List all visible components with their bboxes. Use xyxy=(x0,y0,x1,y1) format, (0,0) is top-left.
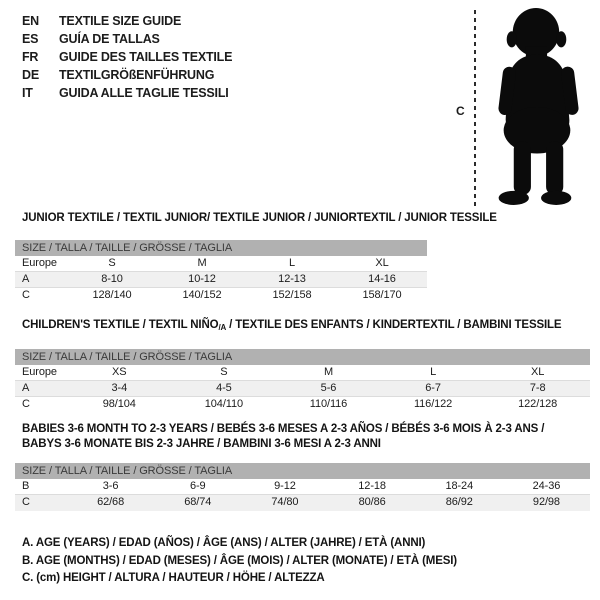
table-row-age-months xyxy=(15,479,590,495)
size-table-header: SIZE / TALLA / TAILLE / GRÖSSE / TAGLIA xyxy=(15,240,427,256)
babies-size-table xyxy=(15,463,590,511)
section-childrens-textile xyxy=(0,318,600,413)
table-cell: 24-36 xyxy=(532,480,561,492)
table-cell: 8-10 xyxy=(101,273,123,285)
table-cell: 140/152 xyxy=(182,289,222,301)
children-size-table xyxy=(15,349,590,413)
language-row-en xyxy=(22,12,232,30)
language-label: GUIDE DES TAILLES TEXTILE xyxy=(59,50,233,64)
table-row-height xyxy=(15,495,590,511)
language-code: FR xyxy=(22,50,39,64)
row-label: C xyxy=(22,289,30,301)
size-table-header: SIZE / TALLA / TAILLE / GRÖSSE / TAGLIA xyxy=(15,463,590,479)
language-label: GUÍA DE TALLAS xyxy=(59,32,160,46)
table-cell: 104/110 xyxy=(204,398,244,410)
language-code: ES xyxy=(22,32,39,46)
section-title xyxy=(22,318,600,335)
height-measure-dashed-line xyxy=(474,10,476,206)
table-cell: 86/92 xyxy=(445,496,473,508)
junior-size-table xyxy=(15,240,427,304)
table-cell: 7-8 xyxy=(529,382,546,394)
table-row-height xyxy=(15,288,427,304)
baby-silhouette-image xyxy=(482,6,594,208)
measure-legend xyxy=(22,535,457,588)
table-cell: 128/140 xyxy=(92,289,132,301)
table-cell: L xyxy=(430,366,437,378)
table-cell: 98/104 xyxy=(102,398,136,410)
table-row-europe xyxy=(15,365,590,381)
table-cell: 110/116 xyxy=(309,398,348,410)
section-title-line2: BABYS 3-6 MONATE BIS 2-3 JAHRE / BAMBINI 3-6 MESI A 2-3 ANNI xyxy=(22,438,381,450)
language-row-it xyxy=(22,84,232,102)
table-cell: 3-4 xyxy=(111,382,128,394)
language-row-fr xyxy=(22,48,232,66)
height-measure-figure xyxy=(450,0,600,215)
title-text: CHILDREN'S TEXTILE / TEXTIL NIÑO xyxy=(22,319,219,331)
table-cell: 9-12 xyxy=(274,480,296,492)
table-cell: S xyxy=(220,366,228,378)
row-label: Europe xyxy=(22,257,57,269)
section-babies-textile xyxy=(0,422,600,511)
table-cell: 158/170 xyxy=(362,289,402,301)
table-row-europe xyxy=(15,256,427,272)
language-label: TEXTILE SIZE GUIDE xyxy=(59,14,182,28)
table-cell: 122/128 xyxy=(518,398,558,410)
legend-line-b: B. AGE (MONTHS) / EDAD (MESES) / ÂGE (MOIS) / ALTER (MONATE) / ETÀ (MESI) xyxy=(22,554,457,567)
table-cell: S xyxy=(108,257,116,269)
table-cell: 68/74 xyxy=(184,496,212,508)
language-row-de xyxy=(22,66,232,84)
size-table-header: SIZE / TALLA / TAILLE / GRÖSSE / TAGLIA xyxy=(15,349,590,365)
section-junior-textile xyxy=(0,211,600,304)
table-cell: 5-6 xyxy=(320,382,337,394)
title-subscript: /A xyxy=(218,323,227,332)
table-cell: L xyxy=(288,257,296,269)
language-list xyxy=(22,12,232,102)
table-cell: 4-5 xyxy=(216,382,232,394)
table-cell: 14-16 xyxy=(368,273,396,285)
section-title: JUNIOR TEXTILE / TEXTIL JUNIOR/ TEXTILE JUNIOR / JUNIORTEXTIL / JUNIOR TESSILE xyxy=(22,212,497,224)
table-cell: 62/68 xyxy=(97,496,125,508)
language-code: EN xyxy=(22,14,39,28)
table-cell: 3-6 xyxy=(102,480,119,492)
section-title-line1: BABIES 3-6 MONTH TO 2-3 YEARS / BEBÉS 3-6 MESES A 2-3 AÑOS / BÉBÉS 3-6 MOIS À 2-3 ANS / xyxy=(22,423,545,435)
title-text: / TEXTILE DES ENFANTS / KINDERTEXTIL / BAMBINI TESSILE xyxy=(226,319,562,331)
row-label: C xyxy=(22,398,30,410)
row-label: B xyxy=(22,480,30,492)
table-cell: XL xyxy=(531,366,545,378)
table-cell: 6-7 xyxy=(425,382,441,394)
table-cell: XL xyxy=(375,257,389,269)
table-row-age xyxy=(15,381,590,397)
table-cell: 116/122 xyxy=(413,398,453,410)
row-label: A xyxy=(22,382,30,394)
table-cell: 74/80 xyxy=(271,496,299,508)
table-cell: M xyxy=(197,257,207,269)
language-label: TEXTILGRÖßENFÜHRUNG xyxy=(59,68,215,82)
table-cell: M xyxy=(323,366,334,378)
row-label: C xyxy=(22,496,30,508)
table-cell: 10-12 xyxy=(188,273,216,285)
table-cell: 6-9 xyxy=(189,480,206,492)
table-cell: 80/86 xyxy=(358,496,386,508)
language-label: GUIDA ALLE TAGLIE TESSILI xyxy=(59,86,229,100)
height-measure-label: C xyxy=(456,104,465,118)
table-row-height xyxy=(15,397,590,413)
language-code: DE xyxy=(22,68,39,82)
row-label: A xyxy=(22,273,30,285)
legend-line-c: C. (cm) HEIGHT / ALTURA / HAUTEUR / HÖHE / ALTEZZA xyxy=(22,572,325,584)
language-row-es xyxy=(22,30,232,48)
table-cell: XS xyxy=(112,366,127,378)
table-cell: 12-18 xyxy=(358,480,386,492)
row-label: Europe xyxy=(22,366,57,378)
table-cell: 18-24 xyxy=(445,480,474,492)
table-cell: 92/98 xyxy=(532,496,560,508)
language-code: IT xyxy=(22,86,33,100)
table-cell: 12-13 xyxy=(278,273,306,285)
table-row-age xyxy=(15,272,427,288)
legend-line-a: A. AGE (YEARS) / EDAD (AÑOS) / ÂGE (ANS) / ALTER (JAHRE) / ETÀ (ANNI) xyxy=(22,537,426,549)
table-cell: 152/158 xyxy=(272,289,312,301)
